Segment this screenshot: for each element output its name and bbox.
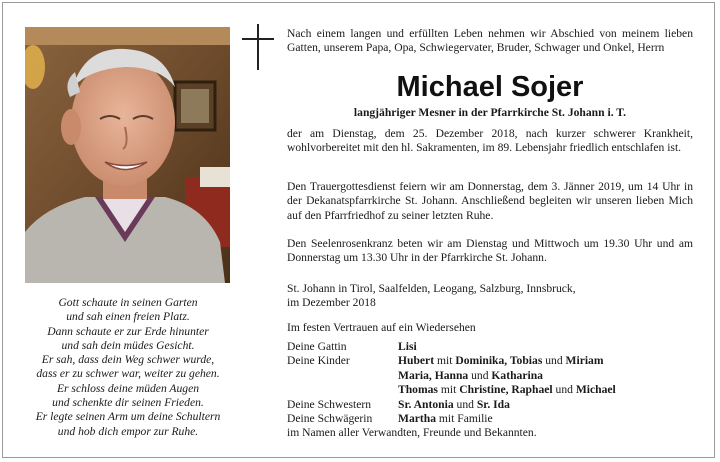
family-name: Michael — [575, 383, 616, 397]
family-name: Katharina — [491, 368, 543, 382]
family-label: Deine Schwestern — [287, 397, 372, 411]
place-date — [287, 282, 693, 311]
connector: und — [542, 354, 566, 368]
poem-line: Er sah, dass dein Weg schwer wurde, — [41, 353, 215, 367]
family-list — [287, 340, 693, 441]
funeral-info: Den Trauergottesdienst feiern wir am Donnerstag, dem 3. Jänner 2019, um 14 Uhr in der Dekanatspfarrkirche St. Johann. Anschließend begleiten wir unseren lieben Mich auf den Pfarrfriedhof zu seiner letzten Ruhe. — [287, 180, 693, 222]
family-names — [398, 383, 616, 397]
poem — [14, 296, 242, 439]
family-row-children-2 — [287, 383, 693, 397]
family-row-wife — [287, 340, 693, 354]
family-name: Martha — [398, 411, 436, 425]
poem-line: dass er zu schwer war, weiter zu gehen. — [36, 367, 220, 381]
family-name: Miriam — [565, 354, 604, 368]
family-name: Christine, Raphael — [459, 383, 553, 397]
deceased-name: Michael Sojer — [396, 71, 584, 103]
date-line: im Dezember 2018 — [287, 296, 376, 310]
poem-line: und schenkte dir seinen Frieden. — [52, 396, 204, 410]
poem-line: Dann schaute er zur Erde hinunter — [47, 324, 209, 338]
family-name: Dominika, Tobias — [455, 354, 543, 368]
poem-line: Er schloss deine müden Augen — [56, 381, 200, 395]
poem-line: und sah dein müdes Gesicht. — [61, 338, 195, 352]
intro-text: Nach einem langen und erfüllten Leben nehmen wir Abschied von meinem lieben Gatten, unserem Papa, Opa, Schwiegervater, Bruder, Schwager und Onkel, Herrn — [287, 27, 693, 55]
death-notice: der am Dienstag, dem 25. Dezember 2018, nach kurzer schwerer Krankheit, wohlvorbereitet mit den hl. Sakramenten, im 89. Lebensjahr friedlich entschlafen ist. — [287, 127, 693, 155]
family-row-sisters — [287, 398, 693, 412]
family-name: Sr. Antonia — [398, 397, 454, 411]
connector: und — [552, 383, 576, 397]
poem-line: Gott schaute in seinen Garten — [58, 296, 198, 309]
family-name: Maria, Hanna — [398, 368, 469, 382]
family-names — [398, 398, 510, 412]
deceased-title: langjähriger Mesner in der Pfarrkirche St. Johann i. T. — [353, 106, 627, 119]
poem-line: Er legte seinen Arm um deine Schultern — [35, 410, 221, 424]
family-name: Hubert — [398, 354, 435, 368]
poem-line: und sah einen freien Platz. — [66, 310, 190, 324]
family-label: Deine Schwägerin — [287, 411, 373, 425]
connector: mit Familie — [436, 411, 493, 425]
closing-line: im Namen aller Verwandten, Freunde und Bekannten. — [287, 426, 537, 440]
family-names — [398, 369, 543, 383]
family-names — [398, 412, 493, 426]
family-names — [398, 354, 604, 368]
cross-icon — [240, 24, 276, 70]
family-name: Lisi — [398, 340, 417, 353]
family-label: Deine Gattin — [287, 340, 347, 353]
family-row-grandchildren — [287, 369, 693, 383]
connector: mit — [434, 354, 456, 368]
family-name: Sr. Ida — [476, 397, 510, 411]
connector: und — [468, 368, 492, 382]
connector: mit — [437, 383, 460, 397]
family-label: Deine Kinder — [287, 354, 350, 368]
family-name: Thomas — [398, 383, 438, 397]
rosary-info: Den Seelenrosenkranz beten wir am Dienstag und Mittwoch um 19.30 Uhr und am Donnerstag um 13.30 Uhr in der Pfarrkirche St. Johann. — [287, 237, 693, 265]
family-row-sister-in-law — [287, 412, 693, 426]
family-row-all — [287, 426, 693, 440]
place-line: St. Johann in Tirol, Saalfelden, Leogang, Salzburg, Innsbruck, — [287, 282, 576, 295]
closing-intro: Im festen Vertrauen auf ein Wiedersehen — [287, 321, 476, 334]
poem-line: und hob dich empor zur Ruhe. — [57, 424, 199, 438]
family-row-children — [287, 354, 693, 368]
connector: und — [453, 397, 477, 411]
portrait-illustration — [25, 27, 230, 283]
portrait-photo — [25, 27, 230, 283]
